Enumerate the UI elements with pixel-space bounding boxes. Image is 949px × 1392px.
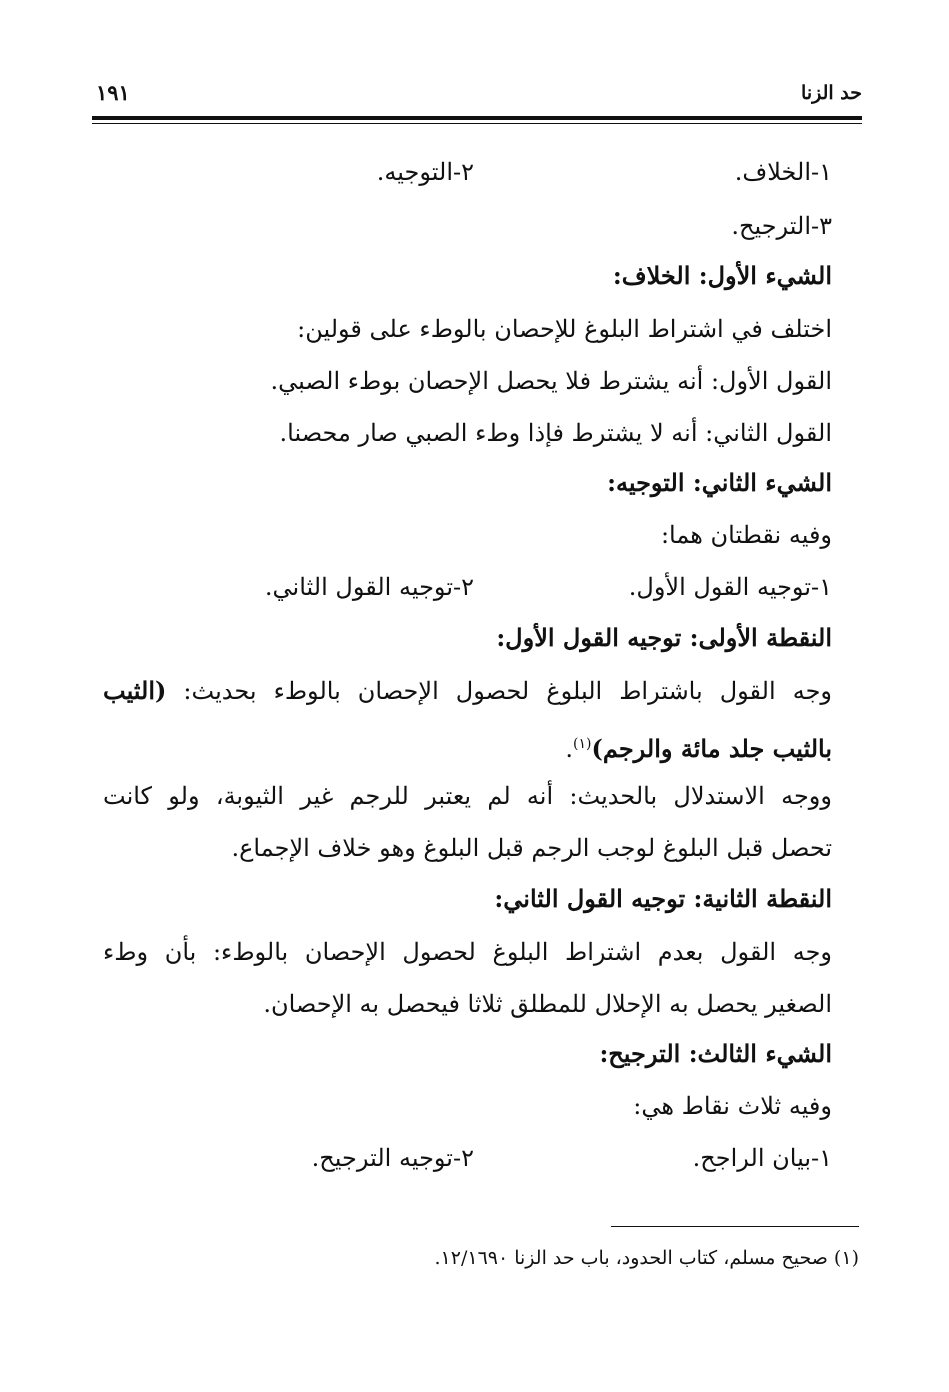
- paragraph-7-line-1: وجه القول بعدم اشتراط البلوغ لحصول الإحصان بالوطء: بأن وطء: [103, 938, 832, 966]
- hadith-quote-start: (الثيب: [103, 676, 167, 705]
- point-heading-2: النقطة الثانية: توجيه القول الثاني:: [494, 884, 832, 913]
- paragraph-8: وفيه ثلاث نقاط هي:: [633, 1092, 832, 1120]
- paragraph-2: القول الأول: أنه يشترط فلا يحصل الإحصان بوطء الصبي.: [270, 367, 832, 395]
- list1-item1: ١-الخلاف.: [734, 158, 832, 186]
- list2-item2: ٢-توجيه القول الثاني.: [264, 573, 474, 601]
- section-heading-1: الشيء الأول: الخلاف:: [612, 261, 832, 290]
- paragraph-3: القول الثاني: أنه لا يشترط فإذا وطء الصبي صار محصنا.: [279, 419, 832, 447]
- page-number: ١٩١: [96, 80, 130, 105]
- paragraph-5-line-2: [565, 728, 832, 765]
- header-rule-thick: [92, 116, 862, 120]
- section-heading-2: الشيء الثاني: التوجيه:: [607, 468, 832, 497]
- paragraph-5-text: وجه القول باشتراط البلوغ لحصول الإحصان بالوطء بحديث:: [166, 677, 832, 705]
- paragraph-7-line-2: الصغير يحصل به الإحلال للمطلق ثلاثا فيحصل به الإحصان.: [263, 990, 832, 1018]
- section-heading-3: الشيء الثالث: الترجيح:: [599, 1039, 832, 1068]
- header-rule-thin: [92, 123, 862, 124]
- footnote-separator: [611, 1226, 859, 1227]
- list2-item1: ١-توجيه القول الأول.: [628, 573, 832, 601]
- hadith-quote-end: بالثيب جلد مائة والرجم): [591, 734, 832, 763]
- list1-item2: ٢-التوجيه.: [376, 158, 474, 186]
- list1-item3: ٣-الترجيح.: [731, 212, 832, 240]
- footnote-reference: (١): [573, 736, 592, 752]
- paragraph-6-line-2: تحصل قبل البلوغ لوجب الرجم قبل البلوغ وهو خلاف الإجماع.: [231, 834, 832, 862]
- header-title: حد الزنا: [801, 82, 862, 104]
- paragraph-5-end: .: [565, 735, 574, 763]
- list3-item1: ١-بيان الراجح.: [692, 1144, 832, 1172]
- paragraph-6-line-1: ووجه الاستدلال بالحديث: أنه لم يعتبر للرجم غير الثيوبة، ولو كانت: [103, 782, 832, 810]
- paragraph-5-line-1: [103, 675, 832, 707]
- footnote-1: (١) صحيح مسلم، كتاب الحدود، باب حد الزنا ١٢/١٦٩٠.: [434, 1247, 859, 1269]
- running-header: [92, 78, 862, 118]
- paragraph-1: اختلف في اشتراط البلوغ للإحصان بالوطء على قولين:: [297, 315, 832, 343]
- paragraph-4: وفيه نقطتان هما:: [660, 521, 832, 549]
- point-heading-1: النقطة الأولى: توجيه القول الأول:: [496, 623, 832, 652]
- list3-item2: ٢-توجيه الترجيح.: [311, 1144, 474, 1172]
